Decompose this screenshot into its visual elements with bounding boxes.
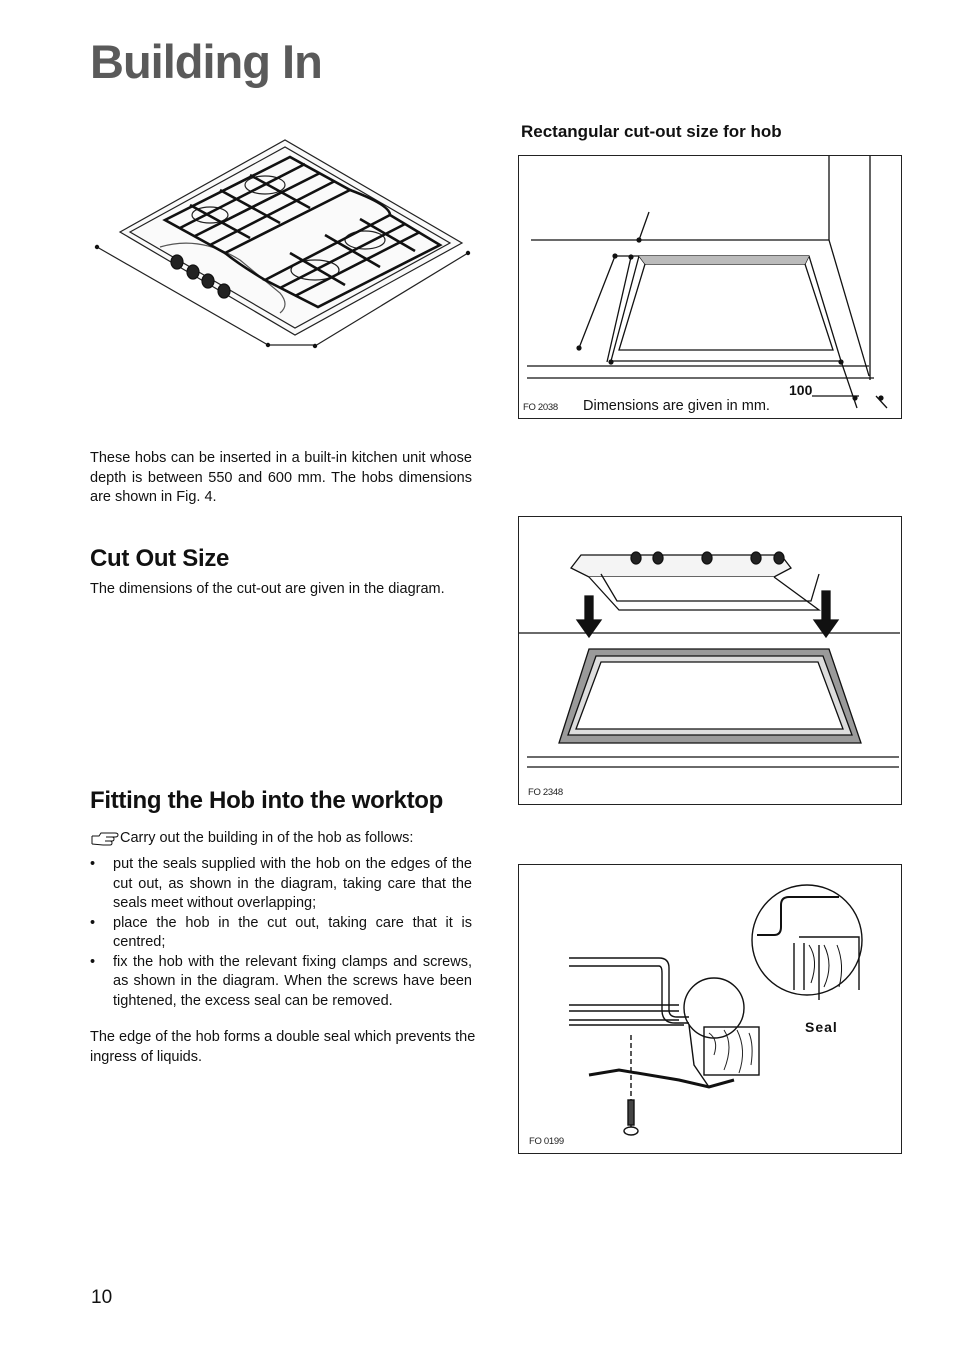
cutout-size-figure [518, 155, 902, 419]
cutout-figure-title: Rectangular cut-out size for hob [521, 122, 782, 141]
seals-figure [518, 516, 902, 805]
page-number: 10 [91, 1287, 113, 1308]
hob-illustration [90, 135, 475, 360]
figure-code: FO 0199 [529, 1136, 564, 1147]
cut-out-heading: Cut Out Size [90, 545, 230, 572]
list-item: • put the seals supplied with the hob on the edges of the cut out, as shown in the diagram, taking care that the seals meet without overlapping; [90, 855, 472, 914]
cut-out-paragraph: The dimensions of the cut-out are given in the diagram. [90, 581, 445, 597]
pointing-hand-icon [90, 830, 120, 848]
clamp-figure [518, 864, 902, 1154]
dimension-label: 100 [789, 382, 813, 398]
dimension-caption: Dimensions are given in mm. [583, 398, 770, 414]
fitting-heading: Fitting the Hob into the worktop [90, 787, 444, 814]
list-item: • place the hob in the cut out, taking care that it is centred; [90, 914, 472, 953]
seal-label: Seal [805, 1019, 838, 1035]
fitting-steps-list [90, 855, 472, 1011]
figure-code: FO 2348 [528, 787, 563, 798]
list-item: • fix the hob with the relevant fixing clamps and screws, as shown in the diagram. When the screws have been tightened, the excess seal can be removed. [90, 953, 472, 1012]
figure-code: FO 2038 [523, 402, 558, 413]
fitting-instruction: Carry out the building in of the hob as follows: [120, 830, 414, 846]
closing-paragraph: The edge of the hob forms a double seal which prevents the ingress of liquids. [90, 1029, 476, 1065]
intro-paragraph: These hobs can be inserted in a built-in kitchen unit whose depth is between 550 and 600 mm. The hobs dimensions are shown in Fig. 4. [90, 450, 472, 505]
fitting-note [90, 829, 480, 849]
page-title: Building In [90, 35, 322, 88]
